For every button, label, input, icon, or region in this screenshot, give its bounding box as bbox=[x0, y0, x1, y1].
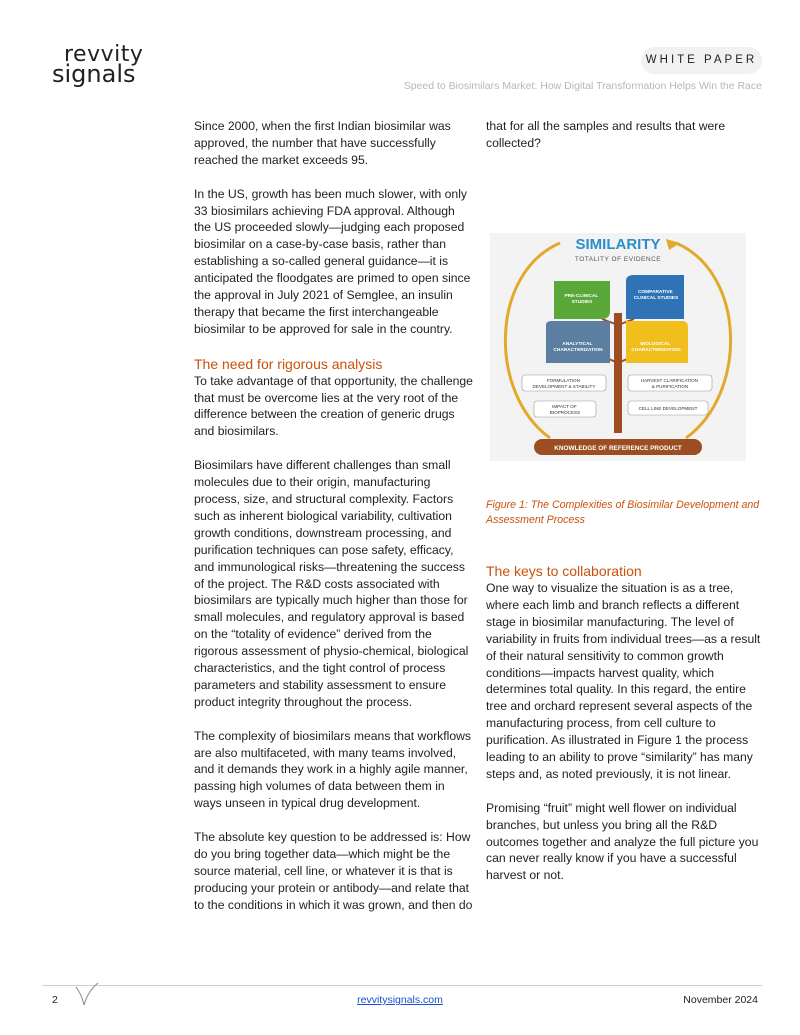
section-heading: The keys to collaboration bbox=[486, 563, 642, 579]
website-link[interactable]: revvitysignals.com bbox=[357, 994, 443, 1006]
leaf-analytical-label-2: CHARACTERIZATION bbox=[553, 348, 603, 353]
paragraph: The absolute key question to be addressed is: How do you bring together data—which might be the source material, cell line, or whatever it is that is producing your protein or antibody—and relate that to the conditions in which it was grown, and then do bbox=[194, 830, 473, 912]
leaf-comparative-label-1: COMPARATIVE bbox=[637, 290, 673, 295]
publication-date: November 2024 bbox=[683, 994, 758, 1006]
box-cell-line-label: CELL LINE DEVELOPMENT bbox=[638, 406, 698, 411]
paragraph: One way to visualize the situation is as a tree, where each limb and branch reflects a different stage in biosimilar manufacturing. The level of variability in fruits from individual trees—as a result of their natural sensitivity to common growth conditions—impacts harvest quality, which determines total quality. In this regard, the entire tree and orchard represent several aspects of the manufacturing process, from cell culture to purification. As illustrated in Figure 1 the process leading to an ability to prove “similarity” has many steps and, as noted previously, it is not linear. bbox=[486, 581, 761, 781]
leaf-comparative-label-2: CLINICAL STUDIES bbox=[633, 296, 679, 301]
document-subtitle: Speed to Biosimilars Market: How Digital Transformation Helps Win the Race bbox=[403, 80, 762, 92]
keys-section bbox=[486, 562, 764, 901]
right-column bbox=[486, 118, 764, 169]
paragraph: The complexity of biosimilars means that workflows are also multifaceted, with many teams involved, and it demands they work in a highly agile manner, passing high volumes of data between them in ways unseen in typical drug development. bbox=[194, 728, 472, 811]
paragraph: Promising “fruit” might well flower on individual branches, but unless you bring all the R&D outcomes together and analyze the full picture you can never really know if you have a successful harvest or not. bbox=[486, 800, 759, 883]
footer-divider bbox=[42, 985, 762, 986]
page-number: 2 bbox=[52, 994, 58, 1006]
tree-trunk bbox=[614, 313, 622, 433]
leaf-preclinical-label-1: PRE-CLINICAL bbox=[564, 294, 599, 299]
box-impact-label-2: BIOPROCESS bbox=[549, 410, 581, 415]
box-harvest-label-2: & PURIFICATION bbox=[651, 384, 689, 389]
document-type-badge: WHITE PAPER bbox=[641, 47, 762, 74]
box-harvest-label-1: HARVEST CLARIFICATION bbox=[640, 378, 699, 383]
leaf-analytical-label-1: ANALYTICAL bbox=[562, 342, 593, 347]
paragraph: that for all the samples and results that were collected? bbox=[486, 119, 726, 150]
box-formulation-label-2: DEVELOPMENT & STABILITY bbox=[532, 384, 596, 389]
svg-text:IMPACT OF BIOPROCESS bbox=[550, 404, 580, 415]
paragraph: In the US, growth has been much slower, with only 33 biosimilars achieving FDA approval. Although the US proceeded slowly—judging each proposed biosimilar on a case-by-case basis, rather than establishing a so-called general guidance—it is anticipated the floodgates are primed to open since the approval in July 2021 of Semglee, an insulin therapy that became the first interchangeable biosimilar to be approved for sale in the country. bbox=[194, 186, 471, 336]
box-impact-label-1: IMPACT OF bbox=[552, 404, 577, 409]
leaf-preclinical-label-2: STUDIES bbox=[571, 300, 593, 305]
left-column bbox=[194, 118, 474, 931]
leaf-biological-label-2: CHARACTERIZATION bbox=[631, 348, 681, 353]
leaf-biological-label-1: BIOLOGICAL bbox=[640, 342, 671, 347]
base-banner-label: KNOWLEDGE OF REFERENCE PRODUCT bbox=[554, 445, 682, 452]
logo-wordmark-bottom: signals bbox=[52, 60, 136, 88]
similarity-tree-figure bbox=[490, 233, 746, 461]
revvity-signals-logo bbox=[52, 42, 144, 88]
figure-subtitle: TOTALITY OF EVIDENCE bbox=[574, 256, 662, 263]
figure-title: SIMILARITY bbox=[575, 236, 661, 253]
section-heading: The need for rigorous analysis bbox=[194, 355, 383, 372]
logo-wordmark-top: revvity bbox=[64, 42, 144, 67]
paragraph: Since 2000, when the first Indian biosimilar was approved, the number that have successfully reached the market exceeds 95. bbox=[194, 119, 451, 167]
box-formulation-label-1: FORMULATION bbox=[546, 378, 580, 383]
paragraph: Biosimilars have different challenges than small molecules due to their origin, manufacturing process, size, and structural complexity. Factors such as inherent biological variability, cultivation growth conditions, downstream processing, and purification techniques can pose safety, efficacy, and immunological risks—threatening the success of the project. The R&D costs associated with biosimilars are typically much higher than those for small molecules, and regulatory approval is based on the “totality of evidence” derived from the rigorous assessment of physio-chemical, biological characteristics, and the tight control of process parameters and stability assessment to ensure product integrity throughout the process. bbox=[194, 458, 469, 709]
paragraph: To take advantage of that opportunity, the challenge that must be overcome lies at the very root of the difference between the creation of generic drugs and biosimilars. bbox=[194, 373, 473, 439]
figure-caption: Figure 1: The Complexities of Biosimilar Development and Assessment Process bbox=[486, 499, 760, 526]
footer-link-container bbox=[0, 994, 800, 1006]
